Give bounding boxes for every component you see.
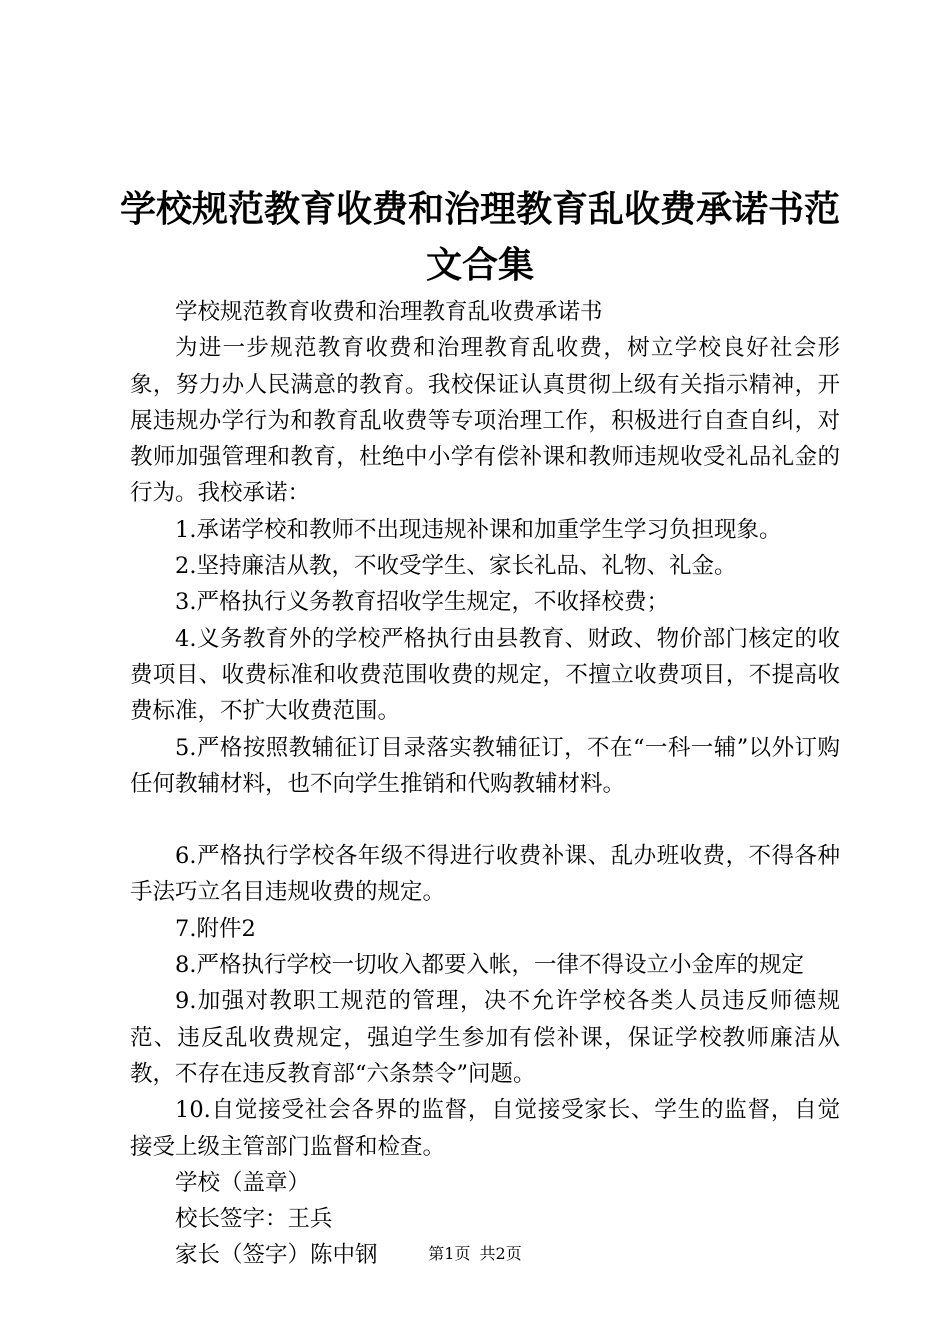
list-item: 5.严格按照教辅征订目录落实教辅征订，不在“一科一辅”以外订购任何教辅材料，也不向学生推销和代购教辅材料。 <box>130 734 840 797</box>
list-item: 8.严格执行学校一切收入都要入帐，一律不得设立小金库的规定 <box>175 952 804 979</box>
list-item: 7.附件2 <box>175 915 256 942</box>
document-title-line-1: 学校规范教育收费和治理教育乱收费承诺书范 <box>119 189 840 230</box>
signature-school: 学校（盖章） <box>175 1169 311 1196</box>
document-body <box>130 294 840 1274</box>
page-footer <box>0 1244 950 1264</box>
signature-parent: 家长（签字）陈中钢 <box>175 1242 378 1269</box>
signature-principal: 校长签字：王兵 <box>175 1206 333 1233</box>
list-item: 1.承诺学校和教师不出现违规补课和加重学生学习负担现象。 <box>175 516 782 543</box>
list-item: 3.严格执行义务教育招收学生规定，不收择校费； <box>175 589 669 616</box>
list-item: 4.义务教育外的学校严格执行由县教育、财政、物价部门核定的收费项目、收费标准和收费范围收费的规定，不擅立收费项目，不提高收费标准，不扩大收费范围。 <box>130 625 840 725</box>
list-item: 10.自觉接受社会各界的监督，自觉接受家长、学生的监督，自觉接受上级主管部门监督和检查。 <box>130 1097 840 1160</box>
document-title-line-2: 文合集 <box>425 245 534 286</box>
page-total: 共2页 <box>479 1244 522 1263</box>
intro-paragraph: 为进一步规范教育收费和治理教育乱收费，树立学校良好社会形象，努力办人民满意的教育。我校保证认真贯彻上级有关指示精神，开展违规办学行为和教育乱收费等专项治理工作，积极进行自查自纠，对教师加强管理和教育，杜绝中小学有偿补课和教师违规收受礼品礼金的行为。我校承诺： <box>130 335 840 507</box>
document-subtitle: 学校规范教育收费和治理教育乱收费承诺书 <box>175 299 603 325</box>
list-item: 6.严格执行学校各年级不得进行收费补课、乱办班收费，不得各种手法巧立名目违规收费的规定。 <box>130 843 840 906</box>
page-number: 第1页 <box>428 1244 471 1263</box>
list-item: 9.加强对教职工规范的管理，决不允许学校各类人员违反师德规范、违反乱收费规定，强迫学生参加有偿补课，保证学校教师廉洁从教，不存在违反教育部“六条禁令”问题。 <box>130 988 840 1087</box>
list-item: 2.坚持廉洁从教，不收受学生、家长礼品、礼物、礼金。 <box>175 553 737 580</box>
